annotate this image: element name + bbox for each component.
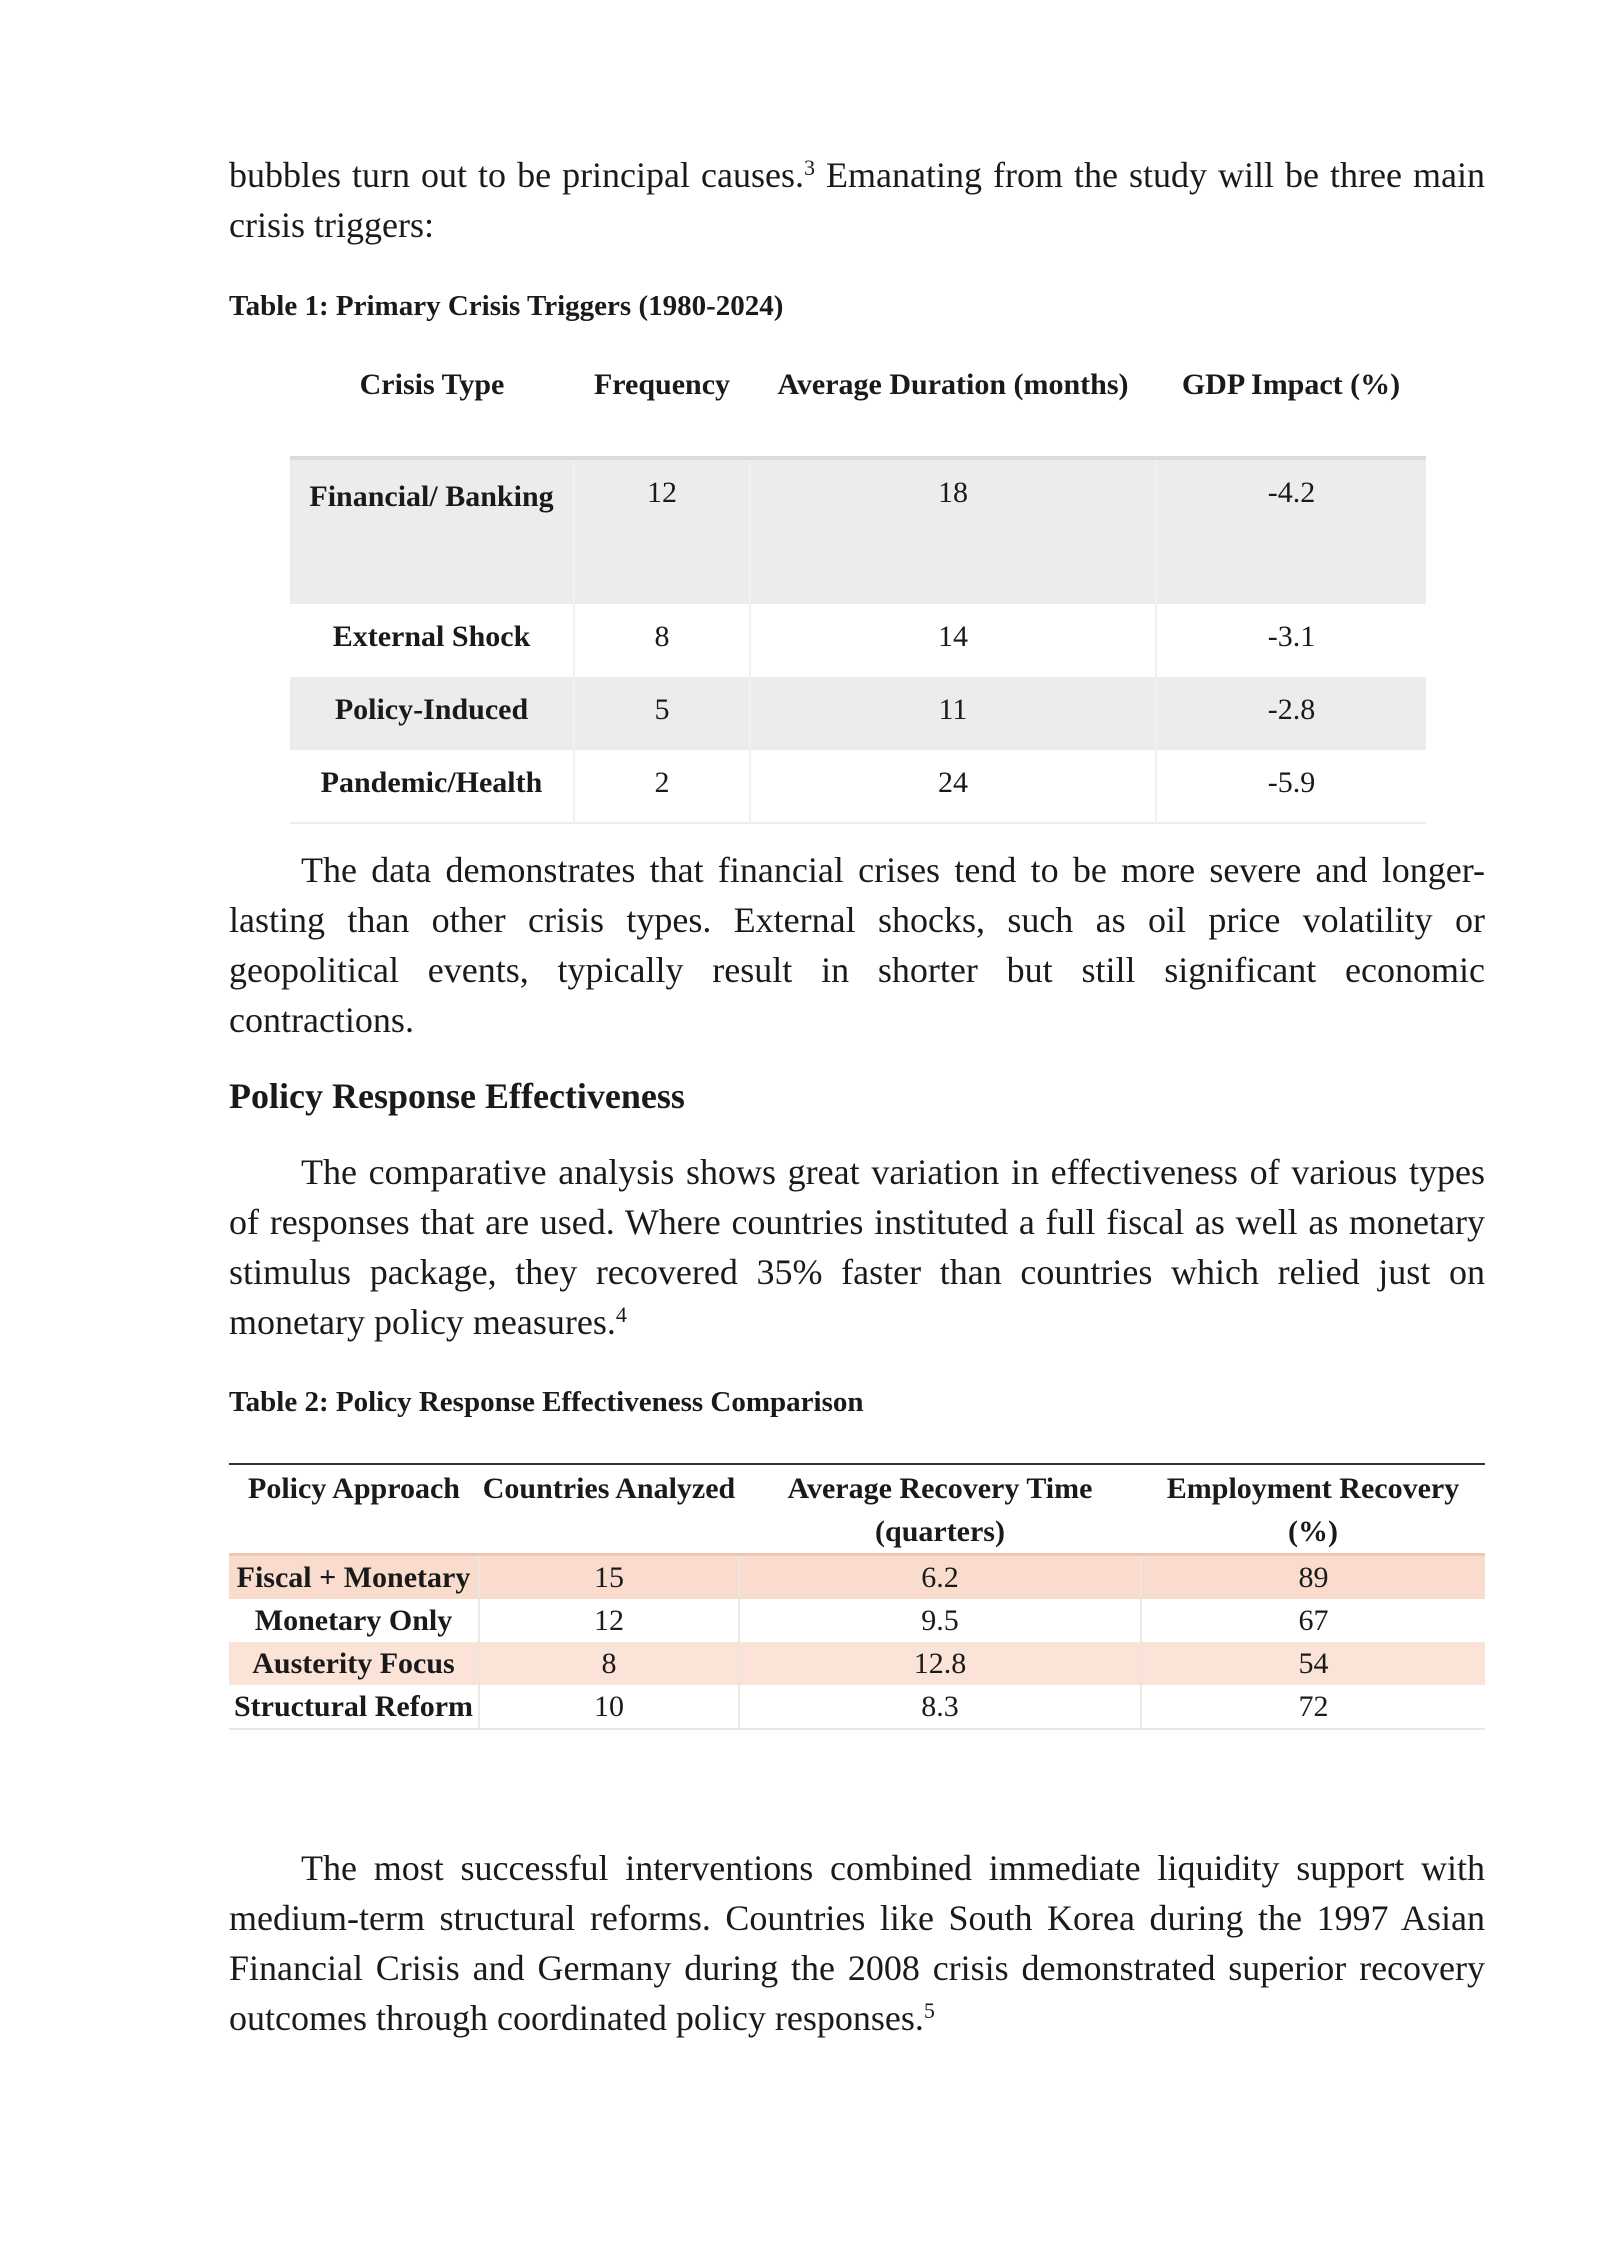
cell-countries: 12: [479, 1599, 739, 1642]
header-average-duration: Average Duration (months): [777, 368, 1129, 401]
section-heading: Policy Response Effectiveness: [229, 1076, 685, 1116]
header-employment-recovery: Employment Recovery (%): [1166, 1472, 1460, 1548]
crisis-triggers-table: [290, 360, 1426, 824]
cell-recovery-time: 9.5: [739, 1599, 1141, 1642]
cell-countries: 15: [479, 1555, 739, 1600]
row-label: Pandemic/Health: [320, 766, 543, 799]
table-row: [290, 750, 1426, 823]
table2-caption: Table 2: Policy Response Effectiveness Comparison: [229, 1386, 864, 1418]
header-countries-analyzed: Countries Analyzed: [482, 1472, 736, 1505]
table-row: [290, 677, 1426, 750]
cell-employment-recovery: 72: [1141, 1685, 1485, 1729]
table-header-row: [229, 1464, 1485, 1555]
cell-recovery-time: 6.2: [739, 1555, 1141, 1600]
cell-gdp-impact: -3.1: [1156, 604, 1426, 677]
footnote-ref-3: 3: [804, 155, 815, 180]
row-label: Structural Reform: [233, 1690, 474, 1723]
analysis-paragraph-1: The data demonstrates that financial crises tend to be more severe and longer-lasting than other crisis types. External shocks, such as oil price volatility or geopolitical events, typically result in shorter but still significant economic contractions.: [229, 850, 1485, 1040]
header-frequency: Frequency: [593, 368, 731, 401]
cell-gdp-impact: -2.8: [1156, 677, 1426, 750]
header-crisis-type: Crisis Type: [359, 368, 505, 401]
table-row: [229, 1599, 1485, 1642]
row-label: Austerity Focus: [252, 1647, 455, 1680]
table-row: [229, 1685, 1485, 1729]
cell-employment-recovery: 89: [1141, 1555, 1485, 1600]
footnote-ref-5: 5: [923, 1998, 935, 2023]
table-row: [290, 604, 1426, 677]
row-label: Monetary Only: [254, 1604, 453, 1637]
cell-duration: 11: [750, 677, 1156, 750]
cell-frequency: 2: [574, 750, 750, 823]
cell-employment-recovery: 54: [1141, 1642, 1485, 1685]
header-gdp-impact: GDP Impact (%): [1181, 368, 1401, 401]
row-label: Policy-Induced: [334, 693, 529, 726]
cell-recovery-time: 12.8: [739, 1642, 1141, 1685]
analysis-paragraph-3: The most successful interventions combined immediate liquidity support with medium-term structural reforms. Countries like South Korea during the 1997 Asian Financial Crisis and Germany during the 2008 crisis demonstrated superior recovery outcomes through coordinated policy responses.$^5$: [229, 1848, 1485, 2038]
cell-frequency: 12: [574, 458, 750, 604]
cell-frequency: 8: [574, 604, 750, 677]
table-row: [229, 1555, 1485, 1600]
policy-effectiveness-table: [229, 1463, 1485, 1730]
footnote-ref-4: 4: [615, 1302, 627, 1327]
intro-paragraph: bubbles turn out to be principal causes.$^3$ Emanating from the study will be three main crisis triggers:: [229, 155, 1485, 245]
row-label: Financial/ Banking: [309, 480, 554, 513]
table1-caption: Table 1: Primary Crisis Triggers (1980-2024): [229, 290, 784, 322]
row-label: External Shock: [332, 620, 531, 653]
cell-countries: 10: [479, 1685, 739, 1729]
header-policy-approach: Policy Approach: [248, 1472, 460, 1505]
table-row: [290, 458, 1426, 604]
analysis-paragraph-2: The comparative analysis shows great variation in effectiveness of various types of responses that are used. Where countries instituted a full fiscal as well as monetary stimulus package, they recovered 35% faster than countries which relied just on monetary policy measures.$^4$: [229, 1152, 1485, 1342]
table-row: [229, 1642, 1485, 1685]
table-header-row: [290, 360, 1426, 458]
cell-duration: 14: [750, 604, 1156, 677]
cell-gdp-impact: -4.2: [1156, 458, 1426, 604]
cell-employment-recovery: 67: [1141, 1599, 1485, 1642]
row-label: Fiscal + Monetary: [236, 1561, 471, 1594]
header-average-recovery-time: Average Recovery Time (quarters): [787, 1472, 1093, 1548]
cell-gdp-impact: -5.9: [1156, 750, 1426, 823]
cell-frequency: 5: [574, 677, 750, 750]
cell-countries: 8: [479, 1642, 739, 1685]
cell-duration: 18: [750, 458, 1156, 604]
cell-duration: 24: [750, 750, 1156, 823]
cell-recovery-time: 8.3: [739, 1685, 1141, 1729]
